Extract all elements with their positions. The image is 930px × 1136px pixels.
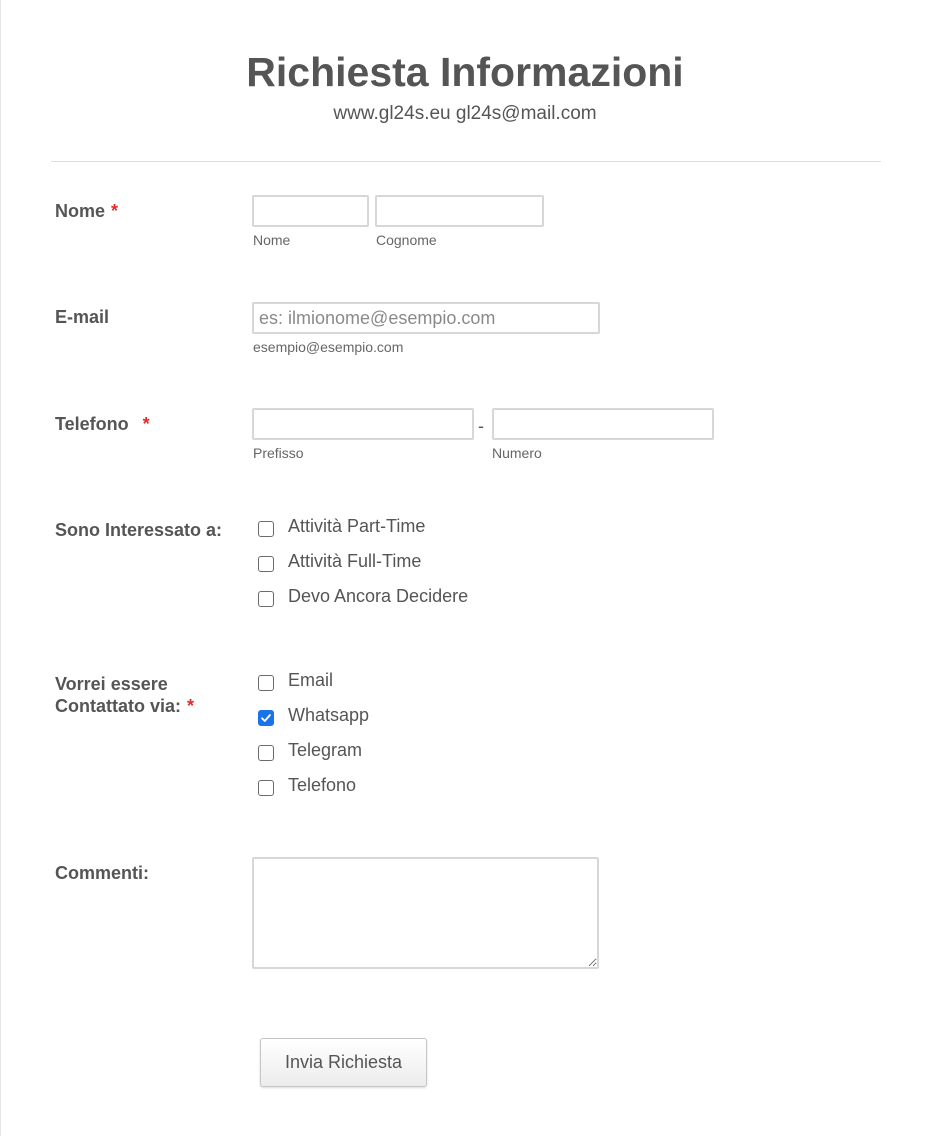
checkbox[interactable]: [258, 591, 274, 607]
checkbox-label[interactable]: Attività Part-Time: [288, 516, 426, 536]
interessi-label: Sono Interessato a:: [55, 520, 223, 540]
phone-number-input[interactable]: [492, 408, 714, 440]
phone-separator: -: [478, 416, 484, 436]
nome-label: Nome: [55, 201, 106, 221]
nome-label-row: [55, 200, 118, 222]
checkbox-checked[interactable]: [258, 710, 274, 726]
telefono-label-row: [55, 413, 150, 435]
contatto-label: [55, 673, 194, 717]
email-input[interactable]: [252, 302, 600, 334]
checkbox-label[interactable]: Telegram: [288, 740, 363, 760]
last-name-sublabel: Cognome: [376, 232, 437, 248]
email-label: E-mail: [55, 307, 110, 327]
checkbox-option[interactable]: [257, 512, 425, 540]
checkbox-label[interactable]: Telefono: [288, 775, 357, 795]
telefono-label: Telefono: [55, 414, 129, 434]
required-mark: *: [111, 201, 119, 221]
required-mark: *: [187, 696, 195, 716]
email-sublabel: esempio@esempio.com: [253, 339, 404, 355]
comments-textarea[interactable]: [252, 857, 599, 969]
required-mark: *: [142, 414, 150, 434]
checkbox-option[interactable]: [257, 701, 369, 729]
checkbox-label[interactable]: Whatsapp: [288, 705, 370, 725]
form-title: Richiesta Informazioni: [246, 49, 684, 95]
page-left-border: [0, 0, 1, 1136]
contatto-label-line2: Contattato via:: [55, 696, 181, 716]
checkbox[interactable]: [258, 675, 274, 691]
checkbox-option[interactable]: [257, 666, 333, 694]
contatto-label-line1: Vorrei essere: [55, 674, 168, 694]
checkbox-option[interactable]: [257, 582, 468, 610]
checkbox-label[interactable]: Email: [288, 670, 334, 690]
checkbox-label[interactable]: Devo Ancora Decidere: [288, 586, 469, 606]
phone-prefix-input[interactable]: [252, 408, 474, 440]
checkbox-option[interactable]: [257, 547, 421, 575]
last-name-input[interactable]: [375, 195, 544, 227]
checkbox-option[interactable]: [257, 771, 356, 799]
checkbox-label[interactable]: Attività Full-Time: [288, 551, 422, 571]
commenti-label: Commenti:: [55, 863, 149, 883]
checkmark-icon: [260, 712, 272, 724]
checkbox[interactable]: [258, 780, 274, 796]
checkbox[interactable]: [258, 521, 274, 537]
first-name-input[interactable]: [252, 195, 369, 227]
header-divider: [51, 161, 881, 162]
phone-number-sublabel: Numero: [492, 445, 542, 461]
form-subtitle: www.gl24s.eu gl24s@mail.com: [333, 103, 597, 124]
checkbox[interactable]: [258, 745, 274, 761]
first-name-sublabel: Nome: [253, 232, 291, 248]
checkbox[interactable]: [258, 556, 274, 572]
phone-prefix-sublabel: Prefisso: [253, 445, 304, 461]
checkbox-option[interactable]: [257, 736, 362, 764]
submit-button[interactable]: Invia Richiesta: [260, 1038, 427, 1087]
